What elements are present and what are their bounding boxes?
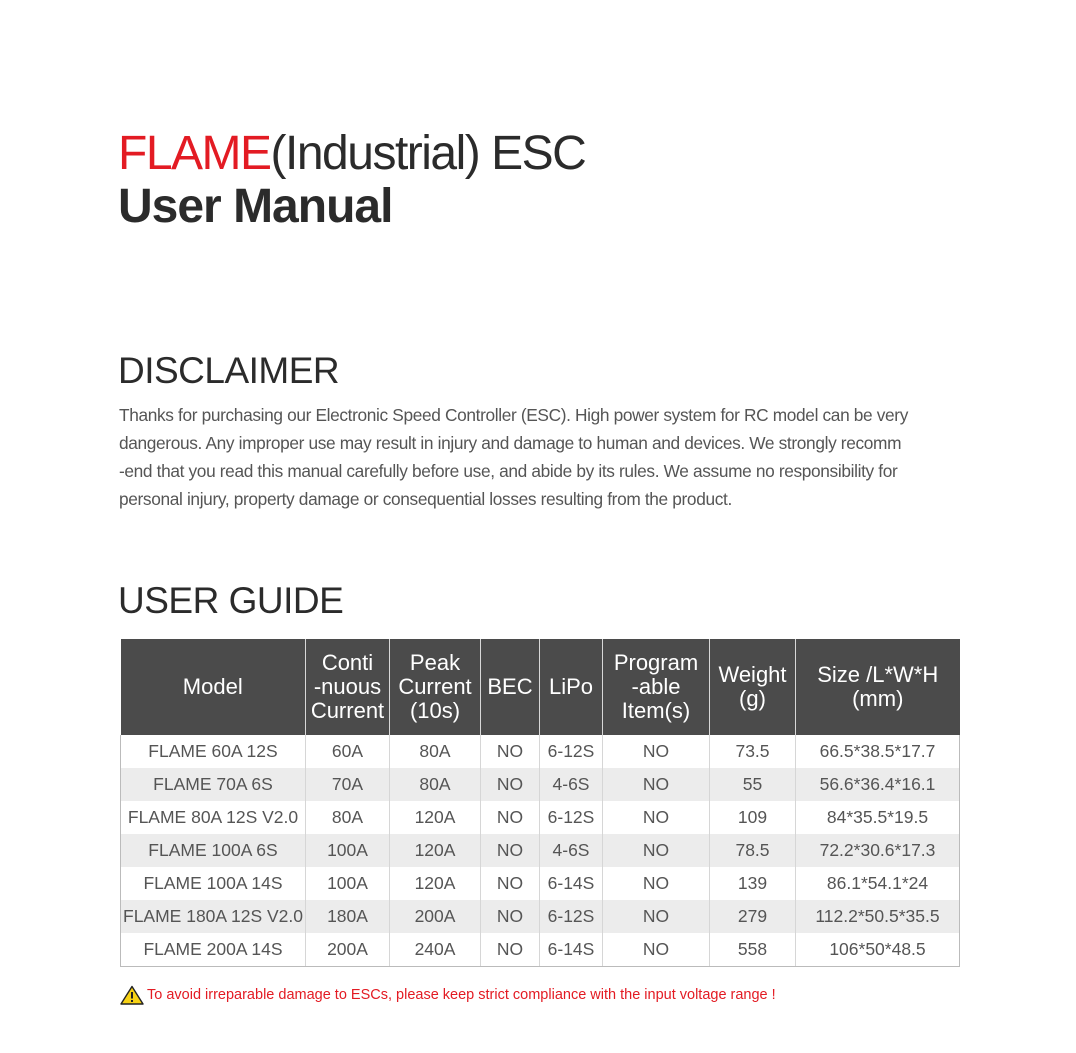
column-header-line: -able bbox=[631, 674, 681, 699]
warning-triangle-icon bbox=[120, 985, 144, 1005]
disclaimer-line: personal injury, property damage or consequential losses resulting from the product. bbox=[119, 489, 732, 509]
title-line bbox=[118, 126, 585, 182]
table-cell: FLAME 70A 6S bbox=[121, 768, 306, 801]
user-guide-heading: USER GUIDE bbox=[118, 580, 344, 621]
table-cell: 120A bbox=[390, 801, 481, 834]
table-cell: NO bbox=[603, 933, 710, 967]
column-header-line: Item(s) bbox=[621, 698, 691, 723]
table-cell: 6-12S bbox=[540, 735, 603, 768]
subtitle: User Manual bbox=[118, 180, 393, 233]
table-cell: 6-14S bbox=[540, 933, 603, 967]
table-cell: 6-12S bbox=[540, 801, 603, 834]
column-header-line: Weight bbox=[718, 662, 787, 687]
table-header-row bbox=[121, 639, 960, 735]
table-cell: 66.5*38.5*17.7 bbox=[796, 735, 960, 768]
table-cell: NO bbox=[603, 900, 710, 933]
table-cell: 6-14S bbox=[540, 867, 603, 900]
table-cell: 109 bbox=[710, 801, 796, 834]
column-header-line: (mm) bbox=[852, 686, 904, 711]
column-header-line: Current bbox=[310, 698, 385, 723]
column-header-line: Size /L*W*H bbox=[817, 662, 939, 687]
table-cell: NO bbox=[481, 801, 540, 834]
table-cell: 240A bbox=[390, 933, 481, 967]
column-header bbox=[710, 639, 796, 735]
table-cell: 120A bbox=[390, 834, 481, 867]
table-cell: NO bbox=[481, 867, 540, 900]
table-row bbox=[121, 801, 960, 834]
table-cell: 120A bbox=[390, 867, 481, 900]
disclaimer-line: dangerous. Any improper use may result in injury and damage to human and devices. We strongly recomm bbox=[119, 433, 902, 453]
table-cell: NO bbox=[603, 801, 710, 834]
table-cell: 279 bbox=[710, 900, 796, 933]
column-header-line: (10s) bbox=[409, 698, 461, 723]
column-header-line: Program bbox=[613, 650, 699, 675]
table-cell: NO bbox=[481, 933, 540, 967]
table-row bbox=[121, 834, 960, 867]
column-header-line: Conti bbox=[321, 650, 374, 675]
table-cell: 86.1*54.1*24 bbox=[796, 867, 960, 900]
table-cell: FLAME 60A 12S bbox=[121, 735, 306, 768]
table-cell: NO bbox=[603, 735, 710, 768]
column-header-line: (g) bbox=[739, 686, 766, 711]
table-cell: 80A bbox=[306, 801, 390, 834]
table-cell: 4-6S bbox=[540, 768, 603, 801]
table-cell: 70A bbox=[306, 768, 390, 801]
table-cell: 106*50*48.5 bbox=[796, 933, 960, 967]
table-cell: NO bbox=[603, 834, 710, 867]
column-header-line: Model bbox=[182, 674, 243, 699]
column-header bbox=[603, 639, 710, 735]
column-header bbox=[540, 639, 603, 735]
table-row bbox=[121, 735, 960, 768]
table-cell: NO bbox=[481, 900, 540, 933]
table-row bbox=[121, 933, 960, 967]
table-row bbox=[121, 867, 960, 900]
disclaimer-line: -end that you read this manual carefully before use, and abide by its rules. We assume no responsibility for bbox=[119, 461, 898, 481]
table-cell: NO bbox=[603, 768, 710, 801]
warning-note bbox=[120, 985, 776, 1005]
disclaimer-paragraph bbox=[119, 401, 964, 513]
table-cell: NO bbox=[481, 735, 540, 768]
table-cell: FLAME 100A 6S bbox=[121, 834, 306, 867]
brand-name: FLAME bbox=[118, 127, 271, 180]
column-header-line: -nuous bbox=[313, 674, 382, 699]
spec-table bbox=[120, 639, 960, 967]
table-row bbox=[121, 900, 960, 933]
table-cell: 100A bbox=[306, 867, 390, 900]
table-cell: 80A bbox=[390, 768, 481, 801]
table-cell: 60A bbox=[306, 735, 390, 768]
column-header-line: LiPo bbox=[548, 674, 594, 699]
table-body bbox=[121, 735, 960, 967]
disclaimer-heading: DISCLAIMER bbox=[118, 350, 340, 391]
table-cell: 558 bbox=[710, 933, 796, 967]
table-cell: FLAME 200A 14S bbox=[121, 933, 306, 967]
table-cell: 55 bbox=[710, 768, 796, 801]
table-cell: 72.2*30.6*17.3 bbox=[796, 834, 960, 867]
table-cell: 200A bbox=[390, 900, 481, 933]
table-cell: 56.6*36.4*16.1 bbox=[796, 768, 960, 801]
table-cell: NO bbox=[603, 867, 710, 900]
table-cell: 139 bbox=[710, 867, 796, 900]
table-cell: 100A bbox=[306, 834, 390, 867]
table-cell: FLAME 180A 12S V2.0 bbox=[121, 900, 306, 933]
column-header bbox=[121, 639, 306, 735]
disclaimer-line: Thanks for purchasing our Electronic Speed Controller (ESC). High power system for RC model can be very bbox=[119, 405, 908, 425]
table-cell: 73.5 bbox=[710, 735, 796, 768]
table-cell: 200A bbox=[306, 933, 390, 967]
title-rest: (Industrial) ESC bbox=[270, 127, 586, 180]
table-cell: 4-6S bbox=[540, 834, 603, 867]
document-title bbox=[118, 126, 585, 235]
table-cell: 180A bbox=[306, 900, 390, 933]
table-cell: 112.2*50.5*35.5 bbox=[796, 900, 960, 933]
table-cell: 80A bbox=[390, 735, 481, 768]
column-header-line: Current bbox=[398, 674, 472, 699]
column-header-line: Peak bbox=[409, 650, 461, 675]
table-cell: NO bbox=[481, 834, 540, 867]
column-header bbox=[306, 639, 390, 735]
table-cell: FLAME 80A 12S V2.0 bbox=[121, 801, 306, 834]
column-header-line: BEC bbox=[487, 674, 533, 699]
table-cell: 6-12S bbox=[540, 900, 603, 933]
table-cell: 78.5 bbox=[710, 834, 796, 867]
column-header bbox=[481, 639, 540, 735]
table-cell: FLAME 100A 14S bbox=[121, 867, 306, 900]
warning-text: To avoid irreparable damage to ESCs, please keep strict compliance with the input voltage range ! bbox=[147, 987, 776, 1003]
column-header bbox=[390, 639, 481, 735]
table-cell: NO bbox=[481, 768, 540, 801]
table-row bbox=[121, 768, 960, 801]
column-header bbox=[796, 639, 960, 735]
table-cell: 84*35.5*19.5 bbox=[796, 801, 960, 834]
